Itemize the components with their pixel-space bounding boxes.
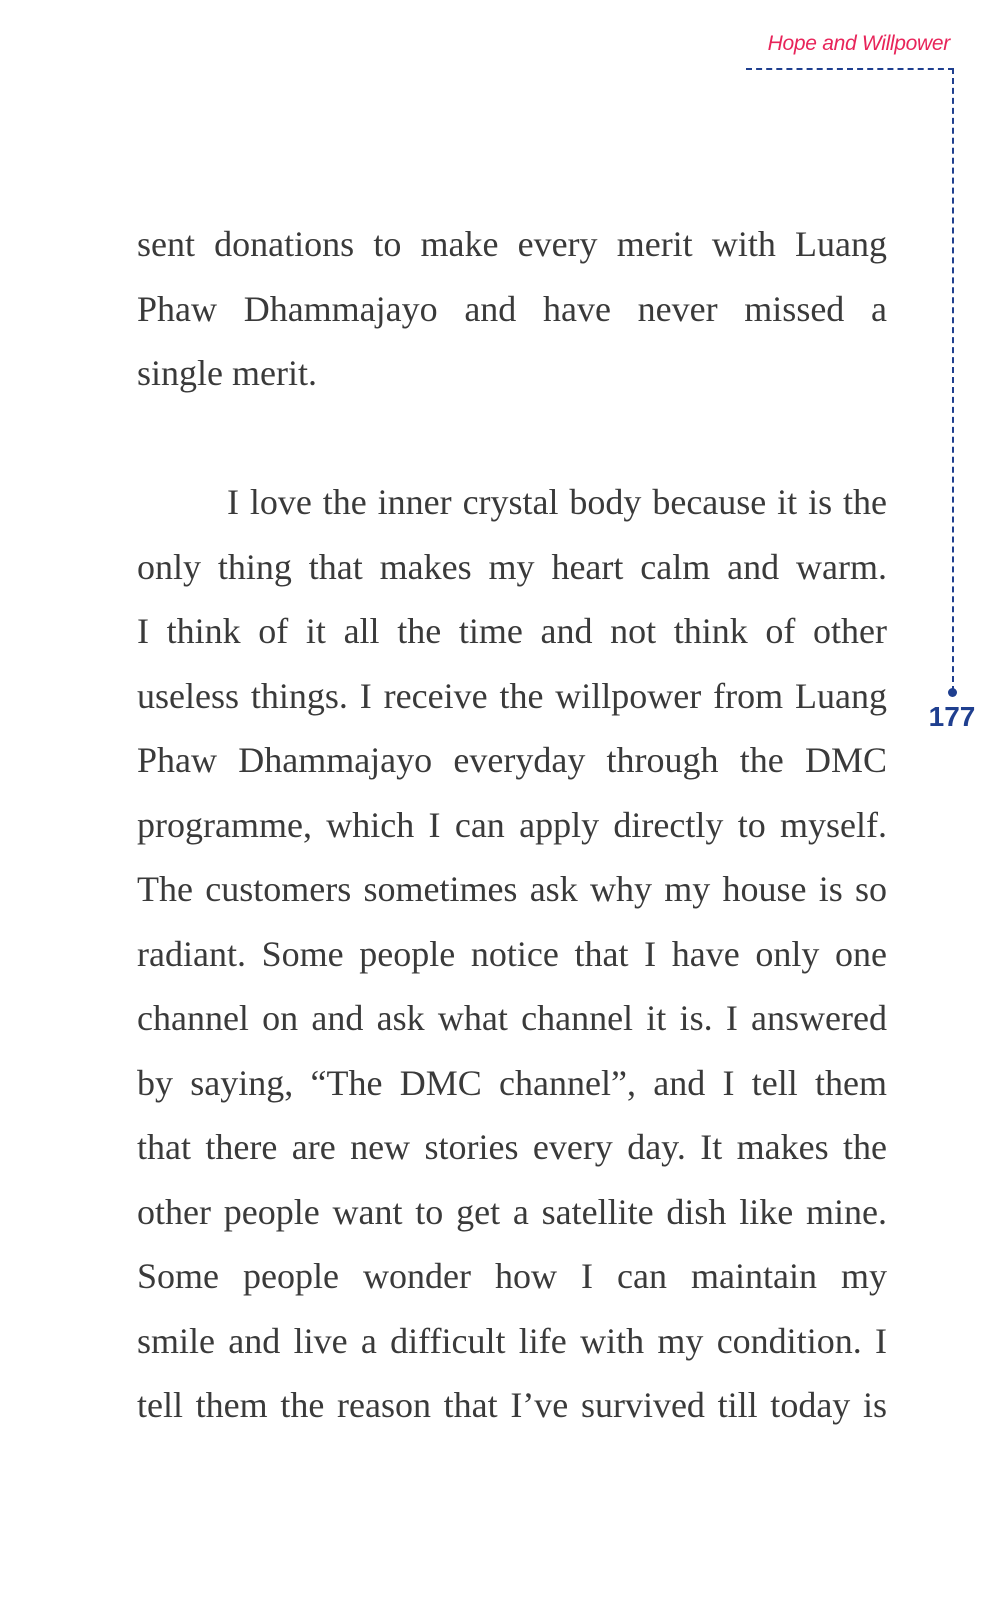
text-line: only thing that makes my heart calm and warm. [137, 546, 887, 587]
text-line: Phaw Dhammajayo and have never missed a [137, 288, 887, 329]
text-line: tell them the reason that I’ve survived till today is [137, 1385, 887, 1425]
text-line: I think of it all the time and not think of other [137, 611, 887, 651]
text-line: useless things. I receive the willpower from Luang [137, 675, 887, 716]
text-line: single merit. [137, 353, 317, 393]
header-dashed-rule [746, 68, 954, 70]
text-line: I love the inner crystal body because it is the [227, 482, 887, 522]
running-head-title: Hope and Willpower [767, 32, 950, 55]
rule-end-dot [948, 688, 957, 697]
text-line: sent donations to make every merit with Luang [137, 224, 887, 264]
margin-dashed-rule [952, 68, 954, 692]
text-line: Phaw Dhammajayo everyday through the DMC [137, 740, 887, 780]
text-line: smile and live a difficult life with my condition. I [137, 1320, 887, 1361]
text-line: programme, which I can apply directly to myself. [137, 804, 887, 845]
text-line: Some people wonder how I can maintain my [137, 1256, 887, 1296]
paragraph-2 [137, 470, 887, 1438]
paragraph-1 [137, 212, 887, 406]
text-line: The customers sometimes ask why my house is so [137, 869, 887, 909]
text-line: other people want to get a satellite dish like mine. [137, 1191, 887, 1232]
text-line: radiant. Some people notice that I have only one [137, 933, 887, 974]
page-number: 177 [928, 701, 976, 732]
text-line: that there are new stories every day. It makes the [137, 1127, 887, 1167]
text-line: channel on and ask what channel it is. I answered [137, 998, 887, 1038]
text-line: by saying, “The DMC channel”, and I tell them [137, 1062, 887, 1103]
